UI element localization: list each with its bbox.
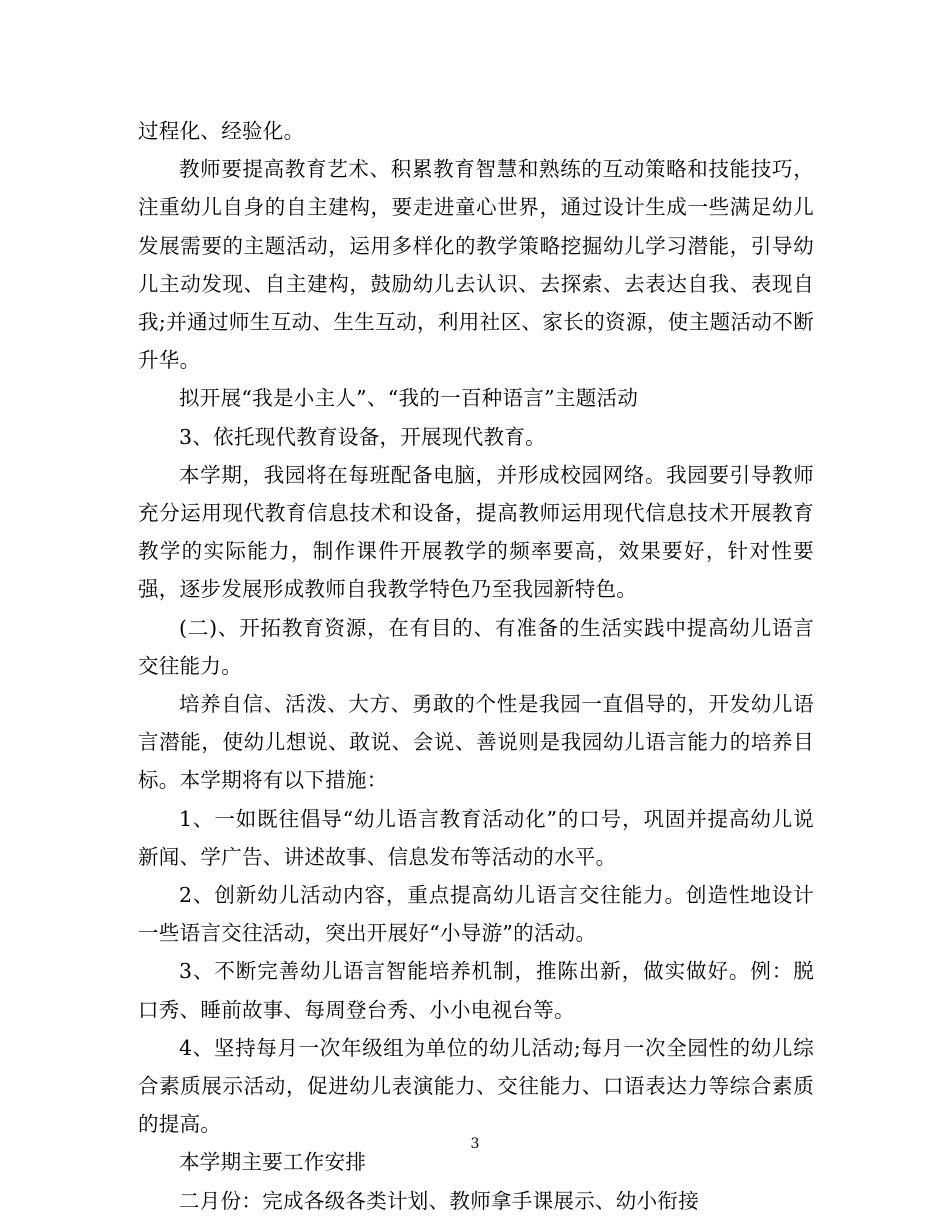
paragraph-6: (二)、开拓教育资源，在有目的、有准备的生活实践中提高幼儿语言交往能力。	[138, 615, 814, 678]
paragraph-13: 二月份：完成各级各类计划、教师拿手课展示、幼小衔接	[179, 1188, 699, 1213]
paragraph-5: 本学期，我园将在每班配备电脑，并形成校园网络。我园要引导教师充分运用现代教育信息技术和设备，提高教师运用现代信息技术开展教育教学的实际能力，制作课件开展教学的频率要高，效果要好，针对性要强，逐步发展形成教师自我教学特色乃至我园新特色。	[138, 462, 814, 602]
page-number: 3	[470, 1136, 480, 1152]
document-body	[138, 112, 814, 1220]
paragraph-3: 拟开展“我是小主人”、“我的一百种语言”主题活动	[179, 386, 639, 411]
paragraph-11: 4、坚持每月一次年级组为单位的幼儿活动;每月一次全园性的幼儿综合素质展示活动，促进幼儿表演能力、交往能力、口语表达力等综合素质的提高。	[138, 1035, 814, 1137]
paragraph-2: 教师要提高教育艺术、积累教育智慧和熟练的互动策略和技能技巧，注重幼儿自身的自主建构，要走进童心世界，通过设计生成一些满足幼儿发展需要的主题活动，运用多样化的教学策略挖掘幼儿学习潜能，引导幼儿主动发现、自主建构，鼓励幼儿去认识、去探索、去表达自我、表现自我;并通过师生互动、生生互动，利用社区、家长的资源，使主题活动不断升华。	[138, 157, 814, 373]
paragraph-10: 3、不断完善幼儿语言智能培养机制，推陈出新，做实做好。例：脱口秀、睡前故事、每周登台秀、小小电视台等。	[138, 959, 814, 1022]
paragraph-7: 培养自信、活泼、大方、勇敢的个性是我园一直倡导的，开发幼儿语言潜能，使幼儿想说、敢说、会说、善说则是我园幼儿语言能力的培养目标。本学期将有以下措施：	[138, 692, 814, 793]
paragraph-1: 过程化、经验化。	[138, 119, 305, 143]
paragraph-9: 2、创新幼儿活动内容，重点提高幼儿语言交往能力。创造性地设计一些语言交往活动，突出开展好“小导游”的活动。	[138, 883, 814, 946]
paragraph-8: 1、一如既往倡导“幼儿语言教育活动化”的口号，巩固并提高幼儿说新闻、学广告、讲述故事、信息发布等活动的水平。	[138, 806, 814, 869]
paragraph-4: 3、依托现代教育设备，开展现代教育。	[179, 424, 546, 449]
paragraph-12: 本学期主要工作安排	[179, 1150, 367, 1175]
